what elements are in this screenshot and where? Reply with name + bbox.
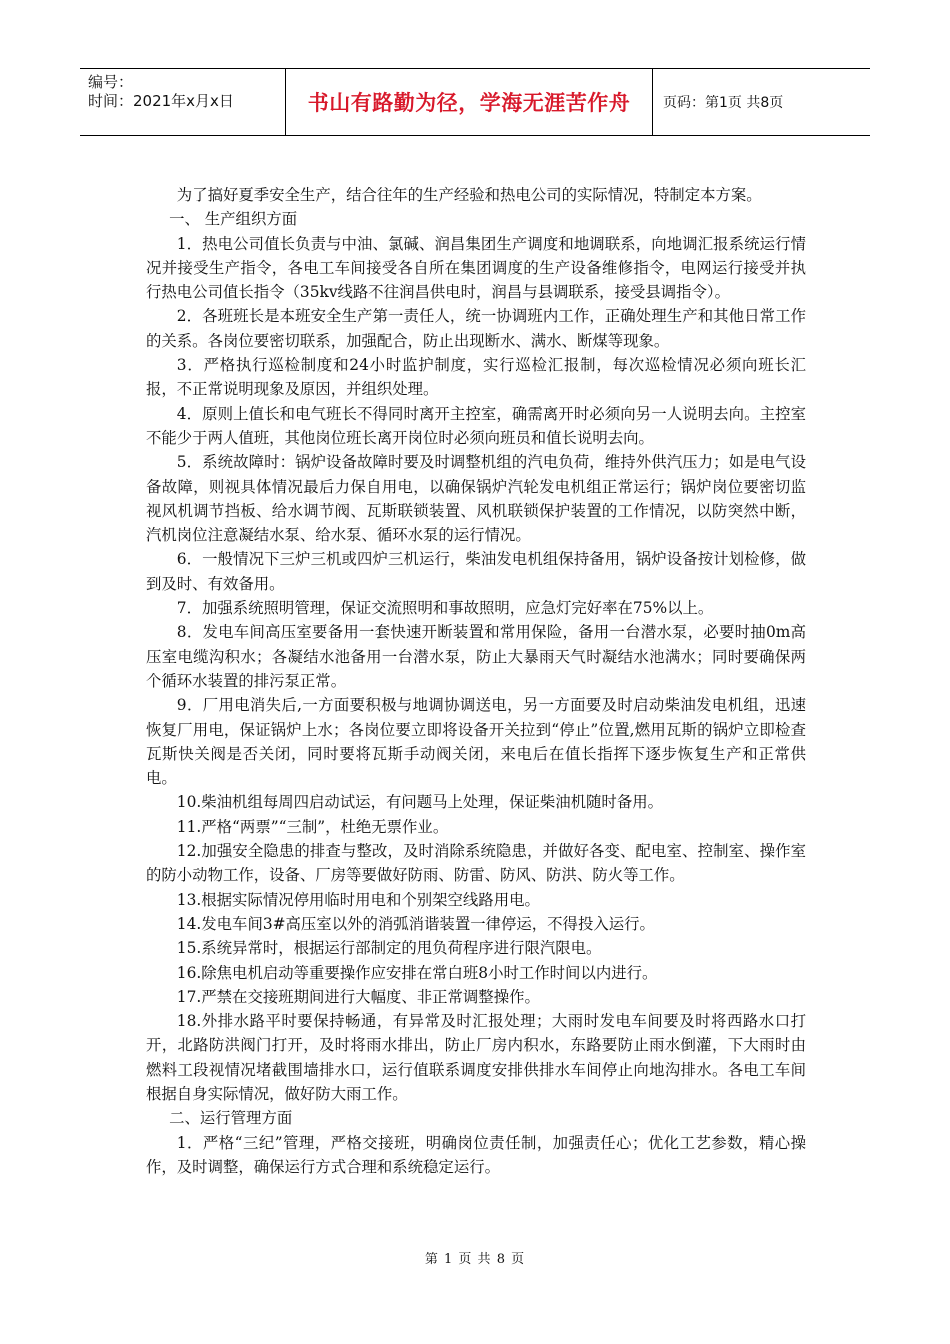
document-time-label: 时间：2021年x月x日 xyxy=(88,92,234,110)
paragraph-item-18: 18.外排水路平时要保持畅通，有异常及时汇报处理；大雨时发电车间要及时将西路水口打开，北路防洪阀门打开，及时将雨水排出，防止厂房内积水，东路要防止雨水倒灌，下大雨时由燃料工段视情况堵截围墙排水口，运行值联系调度安排供排水车间停止向地沟排水。各电工车间根据自身实际情况，做好防大雨工作。 xyxy=(146,1012,806,1103)
paragraph-item-17: 17.严禁在交接班期间进行大幅度、非正常调整操作。 xyxy=(176,987,540,1006)
section-heading-operation: 二、运行管理方面 xyxy=(169,1109,293,1128)
page-footer: 第 1 页 共 8 页 xyxy=(424,1252,526,1267)
header-meta xyxy=(80,69,286,135)
paragraph-item-5: 5．系统故障时：锅炉设备故障时要及时调整机组的汽电负荷，维持外供汽压力；如是电气设备故障，则视具体情况最后力保自用电，以确保锅炉汽轮发电机组正常运行；锅炉岗位要密切监视风机调节挡板、给水调节阀、瓦斯联锁装置、风机联锁保护装置的工作情况，以防突然中断，汽机岗位注意凝结水泵、给水泵、循环水泵的运行情况。 xyxy=(146,453,806,545)
document-number-label: 编号： xyxy=(88,73,134,91)
section-heading-production: 一、 生产组织方面 xyxy=(169,210,298,229)
paragraph-item-14: 14.发电车间3#高压室以外的消弧消谐装置一律停运，不得投入运行。 xyxy=(176,914,655,933)
paragraph-item-15: 15.系统异常时，根据运行部制定的甩负荷程序进行限汽限电。 xyxy=(176,939,602,958)
header-page-number: 页码：第1页 共8页 xyxy=(663,95,784,111)
intro-paragraph: 为了搞好夏季安全生产，结合往年的生产经验和热电公司的实际情况，特制定本方案。 xyxy=(176,186,762,204)
paragraph-item-2: 2．各班班长是本班安全生产第一责任人，统一协调班内工作，正确处理生产和其他日常工作的关系。各岗位要密切联系，加强配合，防止出现断水、满水、断煤等现象。 xyxy=(146,307,806,350)
page-header xyxy=(80,68,870,136)
paragraph-item-12: 12.加强安全隐患的排查与整改，及时消除系统隐患，并做好各变、配电室、控制室、操作室的防小动物工作，设备、厂房等要做好防雨、防雷、防风、防洪、防火等工作。 xyxy=(146,842,806,885)
paragraph-item-1: 1．热电公司值长负责与中油、氯碱、润昌集团生产调度和地调联系，向地调汇报系统运行情况并接受生产指令，各电工车间接受各自所在集团调度的生产设备维修指令，电网运行接受并执行热电公司值长指令（35kv线路不往润昌供电时，润昌与县调联系，接受县调指令）。 xyxy=(146,234,806,302)
paragraph-item-16: 16.除焦电机启动等重要操作应安排在常白班8小时工作时间以内进行。 xyxy=(176,963,658,982)
paragraph-item-11: 11.严格“两票”“三制”，杜绝无票作业。 xyxy=(176,817,449,836)
paragraph-item-7: 7．加强系统照明管理，保证交流照明和事故照明，应急灯完好率在75%以上。 xyxy=(176,599,714,618)
header-motto: 书山有路勤为径，学海无涯苦作舟 xyxy=(286,69,653,135)
paragraph-item-3: 3．严格执行巡检制度和24小时监护制度，实行巡检汇报制，每次巡检情况必须向班长汇报，不正常说明现象及原因，并组织处理。 xyxy=(146,356,806,399)
document-body xyxy=(146,183,806,1179)
paragraph-item-8: 8．发电车间高压室要备用一套快速开断装置和常用保险，备用一台潜水泵，必要时抽0m高压室电缆沟积水；各凝结水池备用一台潜水泵，防止大暴雨天气时凝结水池满水；同时要确保两个循环水装置的排污泵正常。 xyxy=(146,623,806,690)
paragraph-item-4: 4．原则上值长和电气班长不得同时离开主控室，确需离开时必须向另一人说明去向。主控室不能少于两人值班，其他岗位班长离开岗位时必须向班员和值长说明去向。 xyxy=(146,404,806,447)
paragraph-item-9: 9．厂用电消失后,一方面要积极与地调协调送电，另一方面要及时启动柴油发电机组，迅速恢复厂用电，保证锅炉上水；各岗位要立即将设备开关拉到“停止”位置,燃用瓦斯的锅炉立即检查瓦斯快关阀是否关闭，同时要将瓦斯手动阀关闭，来电后在值长指挥下逐步恢复生产和正常供电。 xyxy=(146,696,806,788)
paragraph-item-6: 6．一般情况下三炉三机或四炉三机运行，柴油发电机组保持备用，锅炉设备按计划检修，做到及时、有效备用。 xyxy=(146,550,806,593)
paragraph-item-13: 13.根据实际情况停用临时用电和个别架空线路用电。 xyxy=(176,890,540,909)
paragraph-operation-item-1: 1．严格“三纪”管理，严格交接班，明确岗位责任制，加强责任心；优化工艺参数，精心操作，及时调整，确保运行方式合理和系统稳定运行。 xyxy=(146,1133,806,1176)
paragraph-item-10: 10.柴油机组每周四启动试运，有问题马上处理，保证柴油机随时备用。 xyxy=(176,793,663,812)
